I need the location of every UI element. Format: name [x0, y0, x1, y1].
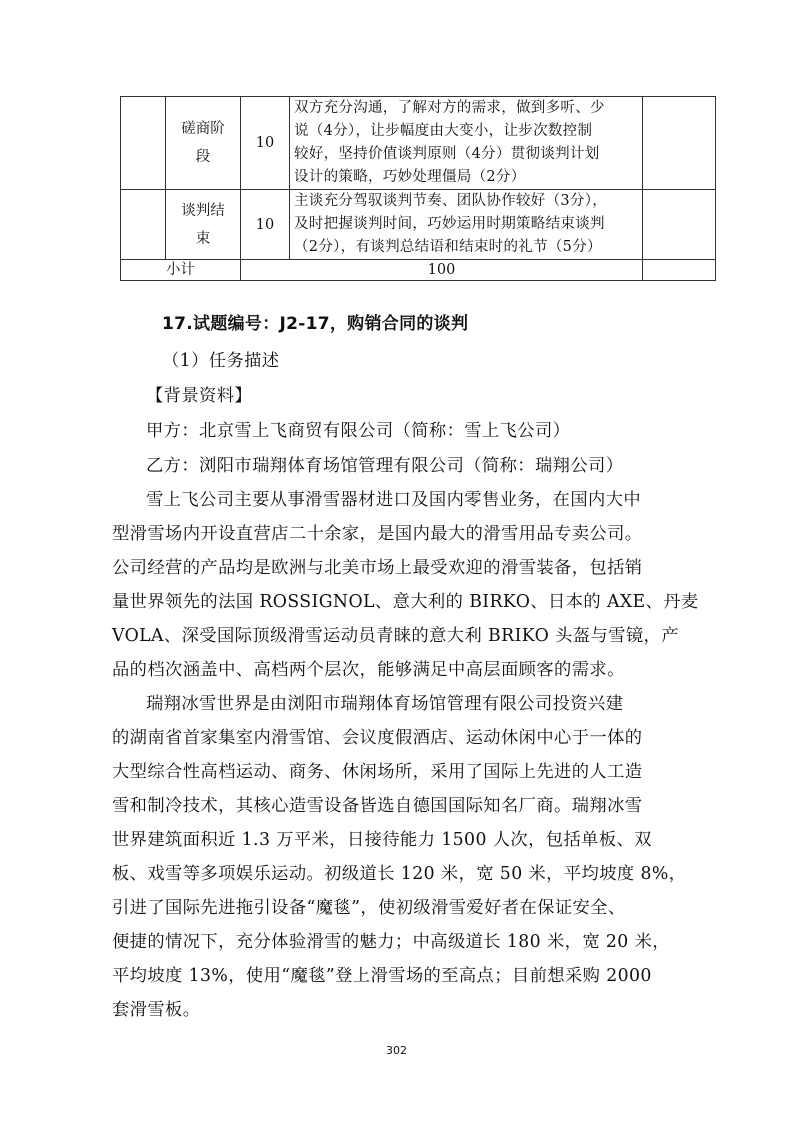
party-a-line: 甲方：北京雪上飞商贸有限公司（简称：雪上飞公司）	[146, 421, 571, 441]
stage-text-line: 段	[195, 149, 211, 165]
table-cell-score: 10	[241, 190, 290, 260]
table-row-subtotal	[121, 260, 716, 281]
paragraph-line: 套滑雪板。	[112, 1000, 201, 1020]
paragraph-line: 引进了国际先进拖引设备“魔毯”，使初级滑雪爱好者在保证安全、	[112, 898, 626, 918]
subtotal-value: 100	[241, 260, 643, 281]
table-cell-criteria	[290, 97, 643, 190]
table-cell-blank	[643, 190, 716, 260]
table-cell-score: 10	[241, 97, 290, 190]
criteria-line: 双方充分沟通，了解对方的需求，做到多听、少	[294, 100, 605, 116]
stage-text-line: 束	[195, 230, 211, 247]
stage-text-line: 磋商阶	[181, 121, 225, 137]
paragraph-line: 公司经营的产品均是欧洲与北美市场上最受欢迎的滑雪装备，包括销	[112, 558, 643, 578]
party-b-line: 乙方：浏阳市瑞翔体育场馆管理有限公司（简称：瑞翔公司）	[146, 456, 624, 476]
criteria-line: 说（4分），让步幅度由大变小，让步次数控制	[294, 123, 593, 139]
criteria-line: （2分），有谈判总结语和结束时的礼节（5分）	[294, 239, 602, 255]
paragraph-line: 量世界领先的法国 ROSSIGNOL、意大利的 BIRKO、日本的 AXE、丹麦	[112, 592, 699, 612]
criteria-line: 较好，坚持价值谈判原则（4分）贯彻谈判计划	[294, 146, 600, 162]
stage-text-line: 谈判结	[181, 202, 225, 219]
scoring-table	[120, 96, 716, 281]
paragraph-line: 平均坡度 13%，使用“魔毯”登上滑雪场的至高点；目前想采购 2000	[112, 966, 652, 986]
page-number: 302	[386, 1044, 407, 1057]
criteria-line: 设计的策略，巧妙处理僵局（2分）	[294, 169, 526, 185]
table-cell-stage	[166, 190, 241, 260]
paragraph-line: 便捷的情况下，充分体验滑雪的魅力；中高级道长 180 米，宽 20 米，	[112, 932, 670, 952]
paragraph-line: 的湖南省首家集室内滑雪馆、会议度假酒店、运动休闲中心于一体的	[112, 728, 643, 748]
table-cell-blank	[121, 97, 166, 190]
criteria-line: 及时把握谈判时间，巧妙运用时期策略结束谈判	[294, 216, 605, 232]
table-row	[121, 97, 716, 190]
paragraph-line: 雪和制冷技术，其核心造雪设备皆选自德国国际知名厂商。瑞翔冰雪	[112, 796, 643, 816]
paragraph-line: 瑞翔冰雪世界是由浏阳市瑞翔体育场馆管理有限公司投资兴建	[146, 694, 624, 714]
table-cell-blank	[643, 97, 716, 190]
paragraph-line: VOLA、深受国际顶级滑雪运动员青睐的意大利 BRIKO 头盔与雪镜，产	[112, 626, 679, 646]
subtotal-label: 小计	[121, 260, 241, 281]
table-row	[121, 190, 716, 260]
table-cell-blank	[121, 190, 166, 260]
table-cell-criteria	[290, 190, 643, 260]
table-cell-stage	[166, 97, 241, 190]
paragraph-line: 世界建筑面积近 1.3 万平米，日接待能力 1500 人次，包括单板、双	[112, 830, 652, 850]
criteria-line: 主谈充分驾驭谈判节奏、团队协作较好（3分），	[294, 193, 608, 209]
task-description-label: （1）任务描述	[162, 351, 280, 371]
paragraph-line: 型滑雪场内开设直营店二十余家，是国内最大的滑雪用品专卖公司。	[112, 524, 643, 544]
paragraph-line: 大型综合性高档运动、商务、休闲场所，采用了国际上先进的人工造	[112, 762, 643, 782]
table-cell-blank	[643, 260, 716, 281]
background-label: 【背景资料】	[146, 386, 253, 406]
section-heading: 17.试题编号：J2-17，购销合同的谈判	[162, 314, 469, 334]
paragraph-line: 品的档次涵盖中、高档两个层次，能够满足中高层面顾客的需求。	[112, 660, 625, 680]
paragraph-line: 板、戏雪等多项娱乐运动。初级道长 120 米，宽 50 米，平均坡度 8%，	[112, 864, 687, 884]
paragraph-line: 雪上飞公司主要从事滑雪器材进口及国内零售业务，在国内大中	[146, 490, 642, 510]
